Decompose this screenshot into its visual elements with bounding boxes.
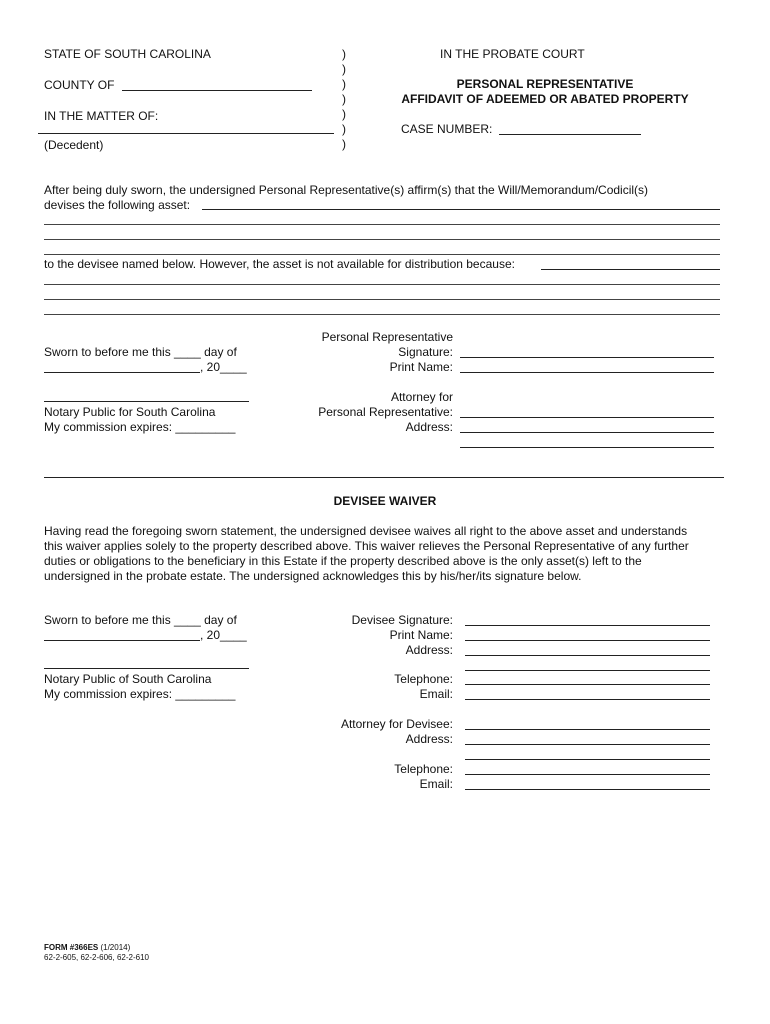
attorney-pr-field[interactable] (460, 417, 714, 418)
devisee-address-field-line2[interactable] (465, 670, 710, 671)
pr-print-name-field[interactable] (460, 372, 714, 373)
waiver-text-line1: Having read the foregoing sworn statement, the undersigned devisee waives all right to the above asset and understands (44, 524, 688, 538)
reason-field-line[interactable] (44, 314, 720, 315)
waiver-text-line3: duties or obligations to the beneficiary in this Estate if the property described above is the only asset(s) left to the (44, 554, 642, 568)
form-date: (1/2014) (98, 943, 131, 952)
waiver-sworn-label: Sworn to before me this ____ day of (44, 613, 237, 627)
pr-signature-label: Signature: (398, 345, 453, 359)
attorney-for-label: Attorney for (390, 390, 453, 404)
form-number (44, 943, 130, 953)
sworn-date-field[interactable] (44, 372, 200, 373)
commission-label: My commission expires: _________ (44, 420, 236, 434)
affidavit-intro-line1: After being duly sworn, the undersigned Personal Representative(s) affirm(s) that the Will/Memorandum/Codicil(s) (44, 183, 649, 197)
asset-field-line[interactable] (44, 254, 720, 255)
reason-field[interactable] (541, 269, 720, 270)
devisee-telephone-label: Telephone: (394, 672, 453, 686)
paren: ) (342, 62, 346, 76)
devisee-signature-field[interactable] (465, 625, 710, 626)
attorney-address-label: Address: (405, 420, 453, 434)
county-label: COUNTY OF (44, 78, 115, 92)
decedent-label: (Decedent) (44, 138, 104, 152)
state-label: STATE OF SOUTH CAROLINA (44, 47, 211, 61)
notary-signature-field[interactable] (44, 401, 249, 402)
paren: ) (342, 77, 346, 91)
waiver-notary-signature-field[interactable] (44, 668, 249, 669)
statute-codes: 62-2-605, 62-2-606, 62-2-610 (44, 953, 149, 962)
paren: ) (342, 92, 346, 106)
asset-field-line[interactable] (44, 224, 720, 225)
court-label: IN THE PROBATE COURT (440, 47, 585, 61)
attorney-devisee-email-label: Email: (419, 777, 453, 791)
form-title-line2: AFFIDAVIT OF ADEEMED OR ABATED PROPERTY (401, 92, 689, 106)
notary-label: Notary Public for South Carolina (44, 405, 216, 419)
waiver-sworn-year-label: , 20____ (200, 628, 247, 642)
devisee-email-field[interactable] (465, 699, 710, 700)
waiver-sworn-date-field[interactable] (44, 640, 200, 641)
attorney-devisee-telephone-label: Telephone: (394, 762, 453, 776)
paren: ) (342, 47, 346, 61)
devisee-print-name-field[interactable] (465, 640, 710, 641)
reason-field-line[interactable] (44, 284, 720, 285)
waiver-notary-label: Notary Public of South Carolina (44, 672, 212, 686)
devisee-signature-label: Devisee Signature: (351, 613, 453, 627)
paren: ) (342, 107, 346, 121)
devisee-print-name-label: Print Name: (389, 628, 453, 642)
case-number-label: CASE NUMBER: (401, 122, 493, 136)
pr-label: Personal Representative (321, 330, 453, 344)
pr-print-name-label: Print Name: (389, 360, 453, 374)
attorney-devisee-address-field-line2[interactable] (465, 759, 710, 760)
waiver-text-line2: this waiver applies solely to the property described above. This waiver relieves the Personal Representative of any further (44, 539, 689, 553)
attorney-address-field-line2[interactable] (460, 447, 714, 448)
attorney-devisee-field[interactable] (465, 729, 710, 730)
county-field[interactable] (122, 90, 312, 91)
devisee-email-label: Email: (419, 687, 453, 701)
devisee-telephone-field[interactable] (465, 684, 710, 685)
attorney-devisee-telephone-field[interactable] (465, 774, 710, 775)
devisee-address-field[interactable] (465, 655, 710, 656)
attorney-devisee-address-field[interactable] (465, 744, 710, 745)
pr-signature-field[interactable] (460, 357, 714, 358)
sworn-label: Sworn to before me this ____ day of (44, 345, 237, 359)
decedent-name-field[interactable] (38, 133, 334, 134)
attorney-address-field[interactable] (460, 432, 714, 433)
attorney-pr-label: Personal Representative: (318, 405, 453, 419)
devisee-address-label: Address: (405, 643, 453, 657)
attorney-devisee-address-label: Address: (405, 732, 453, 746)
form-id: FORM #366ES (44, 943, 99, 952)
affidavit-intro-line2: devises the following asset: (44, 198, 191, 212)
section-divider (44, 477, 724, 478)
waiver-commission-label: My commission expires: _________ (44, 687, 236, 701)
sworn-year-label: , 20____ (200, 360, 247, 374)
case-number-field[interactable] (499, 134, 641, 135)
asset-field[interactable] (202, 209, 720, 210)
waiver-text-line4: undersigned in the probate estate. The undersigned acknowledges this by his/her/its signature below. (44, 569, 582, 583)
matter-label: IN THE MATTER OF: (44, 109, 159, 123)
attorney-devisee-email-field[interactable] (465, 789, 710, 790)
reason-label: to the devisee named below. However, the asset is not available for distribution because: (44, 257, 515, 271)
waiver-title: DEVISEE WAIVER (333, 494, 437, 508)
asset-field-line[interactable] (44, 239, 720, 240)
form-title-line1: PERSONAL REPRESENTATIVE (456, 77, 634, 91)
reason-field-line[interactable] (44, 299, 720, 300)
paren: ) (342, 122, 346, 136)
paren: ) (342, 137, 346, 151)
attorney-devisee-label: Attorney for Devisee: (340, 717, 453, 731)
